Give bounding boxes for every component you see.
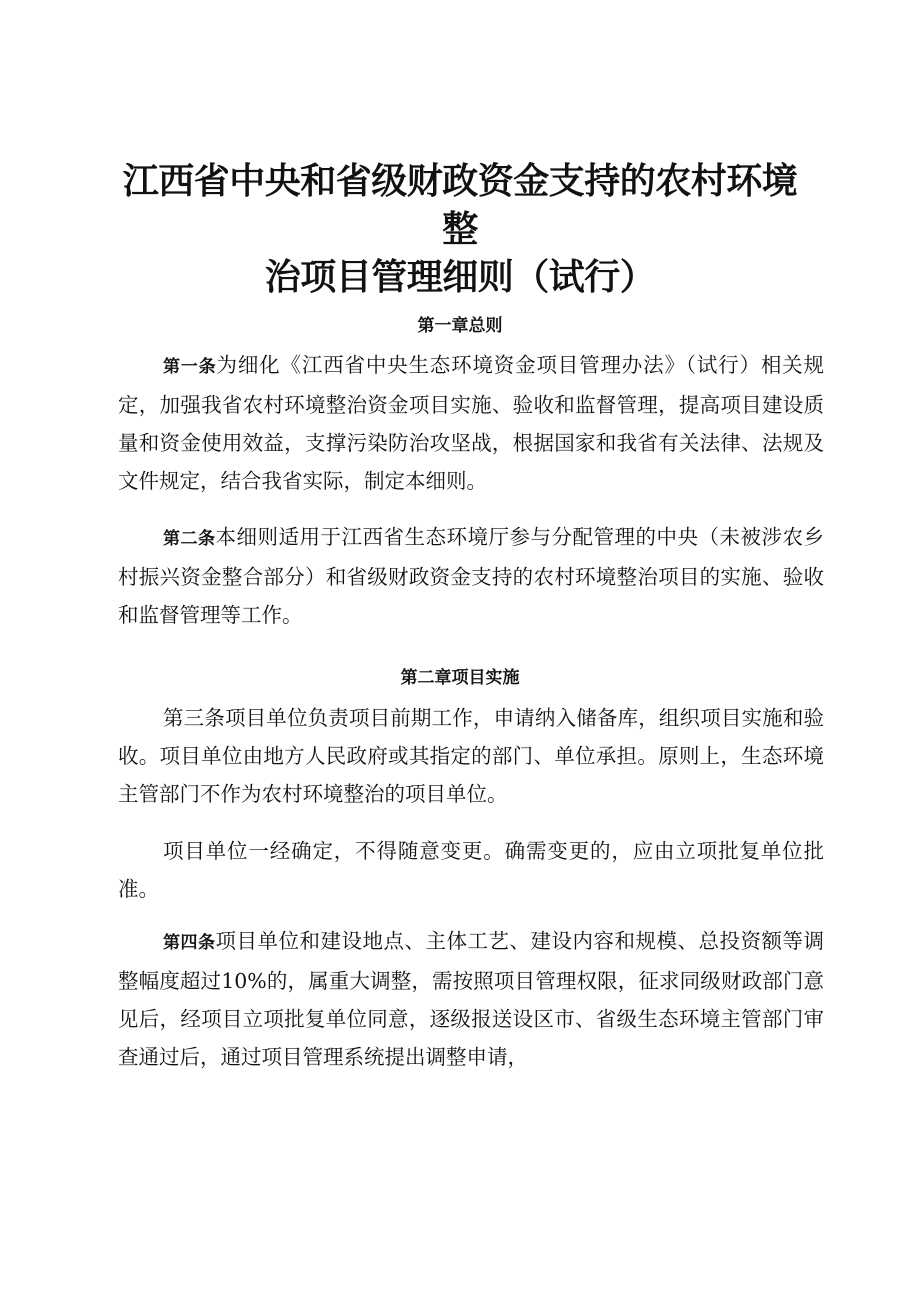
article-3-paragraph-2-text: 项目单位一经确定，不得随意变更。确需变更的，应由立项批复单位批准。: [118, 839, 824, 901]
article-2: [118, 518, 824, 634]
article-3-text: 第三条项目单位负责项目前期工作，申请纳入储备库，组织项目实施和验收。项目单位由地方人民政府或其指定的部门、单位承担。原则上，生态环境主管部门不作为农村环境整治的项目单位。: [118, 706, 824, 806]
article-3: [118, 699, 824, 813]
title-line-1: 江西省中央和省级财政资金支持的农村环境整: [122, 161, 798, 250]
article-2-text: 本细则适用于江西省生态环境厅参与分配管理的中央（未被涉农乡村振兴资金整合部分）和省级财政资金支持的农村环境整治项目的实施、验收和监督管理等工作。: [118, 525, 824, 627]
article-2-label: 第二条: [163, 529, 216, 549]
article-1-label: 第一条: [163, 357, 217, 377]
chapter-heading-2: 第二章项目实施: [400, 668, 520, 688]
article-4: [118, 922, 824, 1076]
article-4-label: 第四条: [163, 933, 216, 953]
chapter-heading-1: 第一章总则: [417, 316, 503, 336]
article-1-text: 为细化《江西省中央生态环境资金项目管理办法》（试行）相关规定，加强我省农村环境整治资金项目实施、验收和监督管理，提高项目建设质量和资金使用效益，支撑污染防治攻坚战，根据国家和我省有关法律、法规及文件规定，结合我省实际，制定本细则。: [118, 353, 825, 493]
article-1: [118, 346, 824, 500]
document-title: [110, 158, 810, 302]
article-3-paragraph-2: [118, 832, 824, 908]
article-4-text: 项目单位和建设地点、主体工艺、建设内容和规模、总投资额等调整幅度超过10%的，属重大调整，需按照项目管理权限，征求同级财政部门意见后，经项目立项批复单位同意，逐级报送设区市、省级生态环境主管部门审查通过后，通过项目管理系统提出调整申请，: [118, 929, 824, 1069]
title-line-2: 治项目管理细则（试行）: [264, 257, 656, 298]
